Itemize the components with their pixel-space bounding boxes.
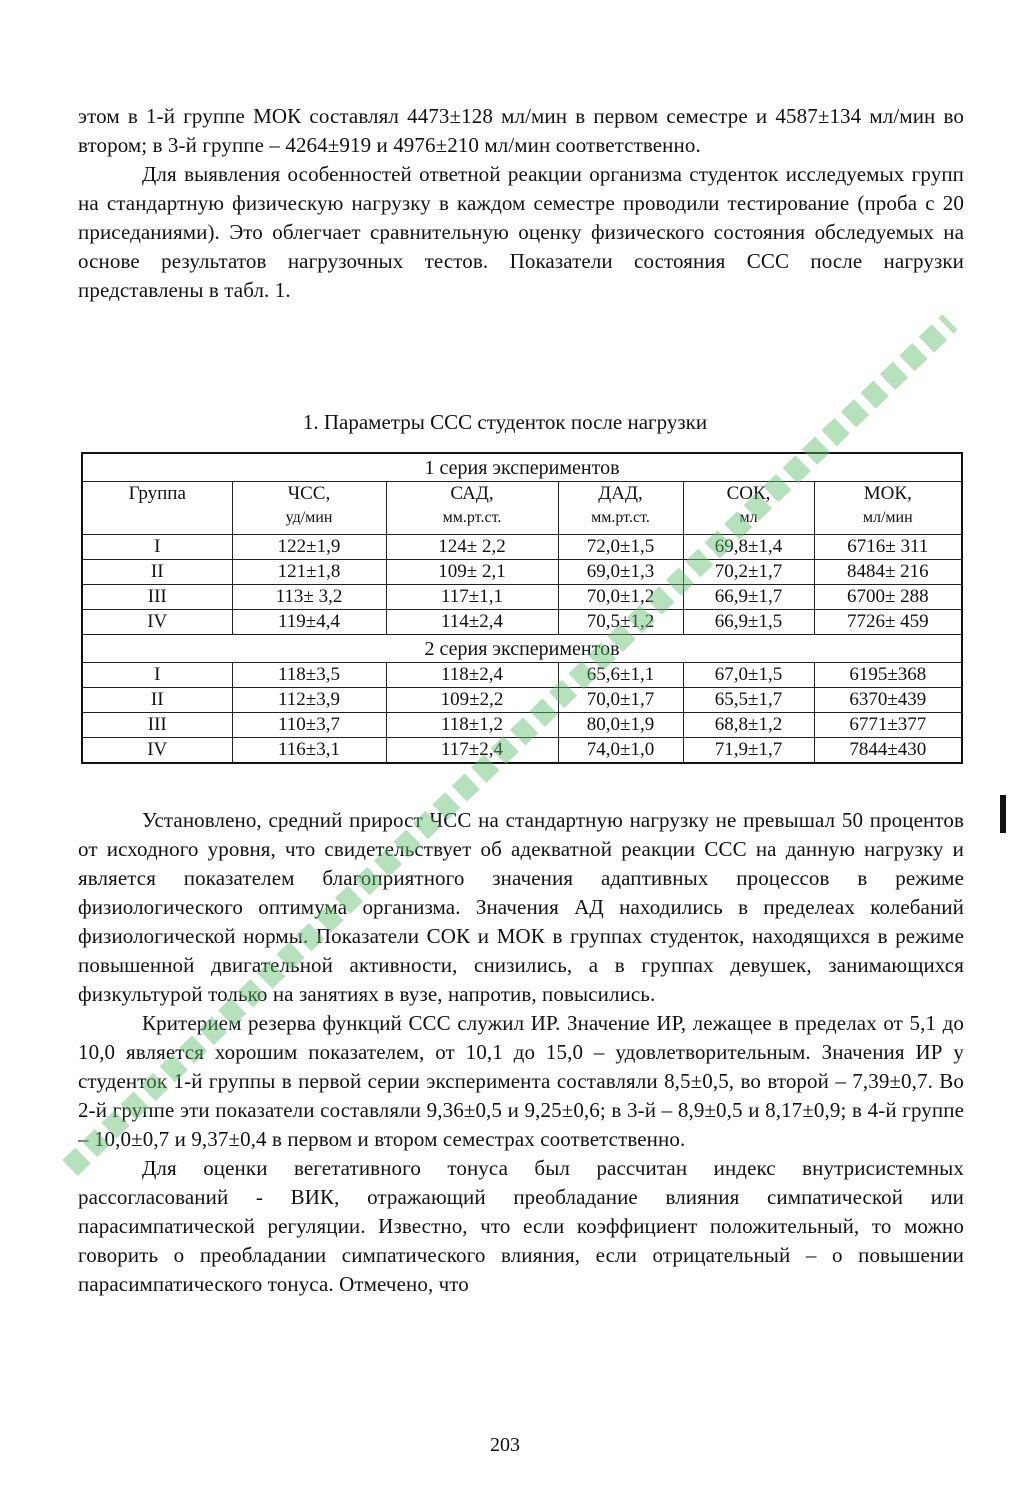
column-header-label: САД, (450, 483, 494, 504)
column-header (558, 482, 683, 535)
column-header (82, 482, 232, 535)
table-cell: 66,9±1,7 (683, 585, 814, 610)
table-cell: 118±1,2 (386, 713, 558, 738)
table-cell: 118±3,5 (232, 663, 386, 688)
table-cell: I (82, 535, 232, 560)
column-header-unit: мм.рт.ст. (591, 509, 650, 526)
table-cell: IV (82, 738, 232, 764)
table-row (82, 688, 962, 713)
column-header-unit: уд/мин (285, 509, 333, 526)
paragraph-continuation: этом в 1-й группе МОК составлял 4473±128 мл/мин в первом семестре и 4587±134 мл/мин во втором; в 3-й группе – 4264±919 и 4976±210 мл/мин соответственно. (78, 104, 964, 157)
table-cell: 109± 2,1 (386, 560, 558, 585)
series-1-title: 1 серия экспериментов (82, 453, 962, 482)
table-cell: 70,0±1,7 (558, 688, 683, 713)
table-cell: 71,9±1,7 (683, 738, 814, 764)
table-cell: 7726± 459 (814, 610, 962, 635)
parameters-table (81, 452, 963, 764)
column-header-label: ЧСС, (287, 483, 331, 504)
table-cell: 118±2,4 (386, 663, 558, 688)
table-cell: 116±3,1 (232, 738, 386, 764)
table-cell: III (82, 713, 232, 738)
paragraph-results: Установлено, средний прирост ЧСС на стандартную нагрузку не превышал 50 процентов от исходного уровня, что свидетельствует об адекватной реакции ССС на данную нагрузку и является показателем благоприятного значения адаптивных процессов в режиме физиологического оптимума организма. Значения АД находились в пределеах колебаний физиологической нормы. Показатели СОК и МОК в группах студенток, находящихся в режиме повышенной двигательной активности, снизились, а в группах девушек, занимающихся физкультурой только на занятиях в вузе, напротив, повысились. (78, 808, 964, 1006)
table-cell: IV (82, 610, 232, 635)
table-cell: 124± 2,2 (386, 535, 558, 560)
table-row (82, 610, 962, 635)
table-row (82, 560, 962, 585)
table-header-row (82, 482, 962, 535)
table-cell: 109±2,2 (386, 688, 558, 713)
table-cell: 113± 3,2 (232, 585, 386, 610)
table-cell: 68,8±1,2 (683, 713, 814, 738)
table-cell: II (82, 560, 232, 585)
table-cell: 112±3,9 (232, 688, 386, 713)
table-cell: 7844±430 (814, 738, 962, 764)
scan-edge-mark (1000, 795, 1006, 833)
table-cell: 6370±439 (814, 688, 962, 713)
table-row (82, 738, 962, 764)
column-header-unit: мл/мин (862, 509, 913, 526)
table-row (82, 663, 962, 688)
table-row (82, 713, 962, 738)
table-body (82, 453, 962, 763)
table-cell: II (82, 688, 232, 713)
table-cell: 122±1,9 (232, 535, 386, 560)
table-cell: 121±1,8 (232, 560, 386, 585)
column-header-label: МОК, (863, 483, 912, 504)
table-cell: 70,2±1,7 (683, 560, 814, 585)
table-cell: 114±2,4 (386, 610, 558, 635)
column-header (386, 482, 558, 535)
series-2-title: 2 серия экспериментов (82, 635, 962, 663)
table-cell: 6700± 288 (814, 585, 962, 610)
table-cell: 72,0±1,5 (558, 535, 683, 560)
column-header (683, 482, 814, 535)
paragraph-ir: Критерием резерва функций ССС служил ИР. Значение ИР, лежащее в пределах от 5,1 до 10,0 является хорошим показателем, от 10,1 до 15,0 – удовлетворительным. Значения ИР у студенток 1-й группы в первой серии эксперимента составляли 8,5±0,5, во второй – 7,39±0,7. Во 2-й группе эти показатели составляли 9,36±0,5 и 9,25±0,6; в 3-й – 8,9±0,5 и 8,17±0,9; в 4-й группе – 10,0±0,7 и 9,37±0,4 в первом и втором семестрах соответственно. (78, 1011, 964, 1151)
table-cell: 66,9±1,5 (683, 610, 814, 635)
column-header-label: Группа (128, 483, 186, 504)
table-cell: 119±4,4 (232, 610, 386, 635)
table-cell: I (82, 663, 232, 688)
table-cell: 6771±377 (814, 713, 962, 738)
table-cell: 6195±368 (814, 663, 962, 688)
table-cell: 8484± 216 (814, 560, 962, 585)
table-cell: 69,8±1,4 (683, 535, 814, 560)
paragraph-testing: Для выявления особенностей ответной реакции организма студенток исследуемых групп на стандартную физическую нагрузку в каждом семестре проводили тестирование (проба с 20 приседаниями). Это облегчает сравнительную оценку физического состояния обследуемых на основе результатов нагрузочных тестов. Показатели состояния ССС после нагрузки представлены в табл. 1. (78, 162, 964, 302)
table-row (82, 535, 962, 560)
column-header-label: СОК, (726, 483, 771, 504)
column-header-unit: мм.рт.ст. (442, 509, 502, 526)
table-cell: 70,5±1,2 (558, 610, 683, 635)
table-cell: 117±2,4 (386, 738, 558, 764)
paragraph-vik: Для оценки вегетативного тонуса был рассчитан индекс внутрисистемных рассогласований - ВИК, отражающий преобладание влияния симпатической или парасимпатической регуляции. Известно, что если коэффициент положительный, то можно говорить о преобладании симпатического влияния, если отрицательный – о повышении парасимпатического тонуса. Отмечено, что (78, 1156, 964, 1296)
table-cell: 80,0±1,9 (558, 713, 683, 738)
table-cell: 65,6±1,1 (558, 663, 683, 688)
column-header (232, 482, 386, 535)
table-cell: 74,0±1,0 (558, 738, 683, 764)
table-row (82, 585, 962, 610)
body-text (78, 806, 964, 1299)
table-cell: III (82, 585, 232, 610)
table-cell: 6716± 311 (814, 535, 962, 560)
intro-text (78, 102, 964, 305)
column-header-unit: мл (739, 509, 758, 526)
table-caption: 1. Параметры ССС студенток после нагрузки (302, 410, 708, 434)
table-cell: 117±1,1 (386, 585, 558, 610)
table-cell: 65,5±1,7 (683, 688, 814, 713)
table-cell: 70,0±1,2 (558, 585, 683, 610)
table-cell: 110±3,7 (232, 713, 386, 738)
column-header-label: ДАД, (598, 483, 643, 504)
page-number: 203 (490, 1434, 520, 1456)
table-cell: 69,0±1,3 (558, 560, 683, 585)
column-header (814, 482, 962, 535)
table-cell: 67,0±1,5 (683, 663, 814, 688)
